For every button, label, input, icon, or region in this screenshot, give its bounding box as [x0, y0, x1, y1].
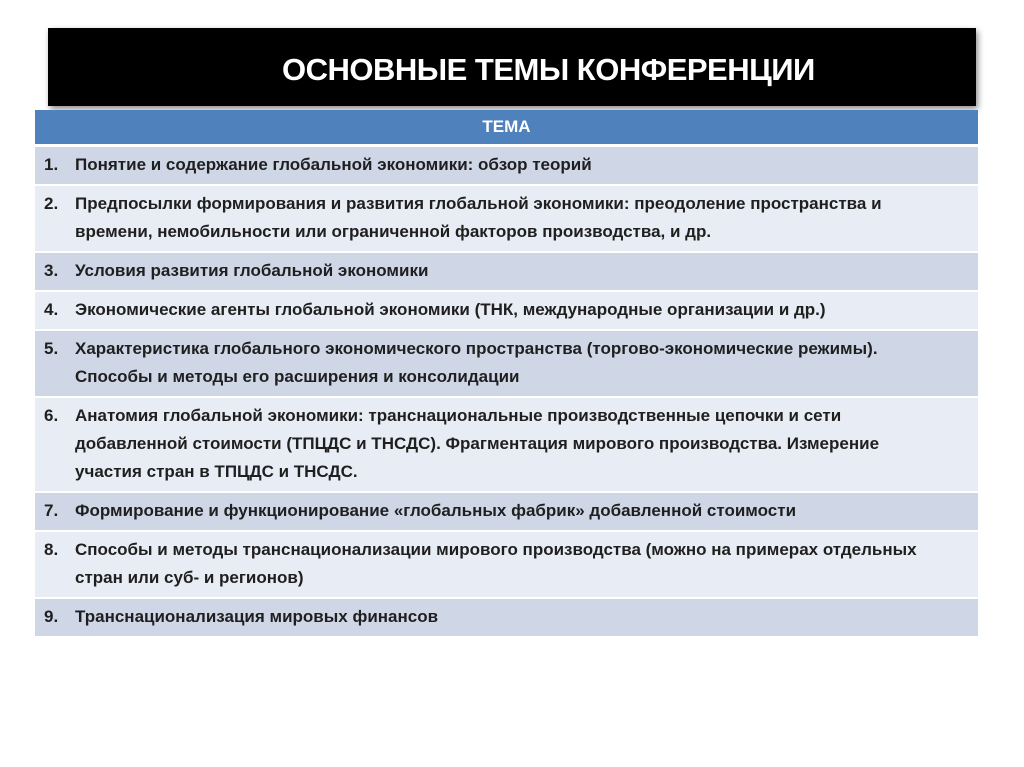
row-topic-text: Анатомия глобальной экономики: транснациональные производственные цепочки и сети добавленной стоимости (ТПЦДС и ТНСДС). Фрагментация мирового производства. Измерение участия стран в ТПЦДС и ТНСДС. — [75, 406, 880, 481]
table-row — [35, 252, 978, 291]
table-header-row — [35, 110, 978, 146]
row-number: 7. — [44, 501, 59, 520]
table-row — [35, 492, 978, 531]
row-number: 4. — [44, 300, 59, 319]
slide-title: ОСНОВНЫЕ ТЕМЫ КОНФЕРЕНЦИИ — [282, 52, 815, 87]
row-number: 3. — [44, 261, 59, 280]
row-topic-text: Экономические агенты глобальной экономики (ТНК, международные организации и др.) — [75, 300, 826, 319]
row-topic-text: Транснационализация мировых финансов — [75, 607, 439, 626]
row-topic-text: Предпосылки формирования и развития глобальной экономики: преодоление пространства и времени, немобильности или ограниченной факторов производства, и др. — [75, 194, 882, 241]
row-topic-text: Понятие и содержание глобальной экономики: обзор теорий — [75, 155, 592, 174]
row-topic-text: Характеристика глобального экономического пространства (торгово-экономические режимы). Способы и методы его расширения и консолидации — [75, 339, 878, 386]
row-number: 6. — [44, 406, 59, 425]
row-number: 1. — [44, 155, 59, 174]
row-number: 8. — [44, 540, 59, 559]
row-topic-text: Формирование и функционирование «глобальных фабрик» добавленной стоимости — [75, 501, 797, 520]
table-row — [35, 397, 978, 492]
table-row — [35, 531, 978, 598]
table-row — [35, 330, 978, 397]
row-number: 2. — [44, 194, 59, 213]
table-row — [35, 146, 978, 186]
table-row — [35, 185, 978, 252]
table-row — [35, 291, 978, 330]
row-number: 5. — [44, 339, 59, 358]
topics-table — [35, 110, 978, 638]
row-topic-text: Условия развития глобальной экономики — [75, 261, 429, 280]
row-topic-text: Способы и методы транснационализации мирового производства (можно на примерах отдельных стран или суб- и регионов) — [75, 540, 917, 587]
table-row — [35, 598, 978, 637]
row-number: 9. — [44, 607, 59, 626]
table-header-topic: ТЕМА — [35, 110, 978, 146]
